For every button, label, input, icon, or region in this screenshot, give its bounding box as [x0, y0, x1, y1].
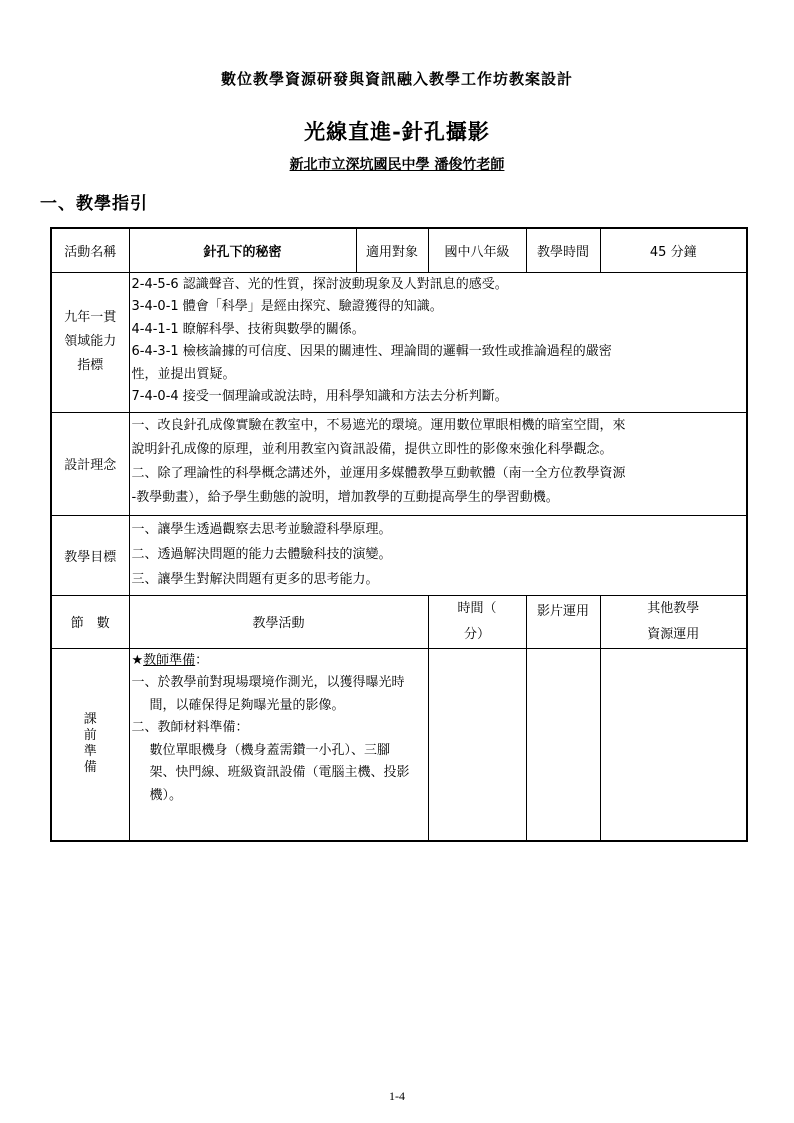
abilities-label-line: 指標	[77, 358, 104, 373]
abilities-content	[129, 272, 747, 412]
prep-line: 架、快門線、班級資訊設備（電腦主機、投影	[149, 765, 410, 780]
resources-header-line: 其他教學	[647, 600, 700, 616]
prep-content	[129, 648, 428, 841]
column-header-row	[51, 595, 747, 648]
ability-indicator-cont: 性，並提出質疑。	[131, 366, 236, 382]
star-icon: ★	[131, 652, 144, 668]
prep-line: 二、教師材料準備：	[131, 720, 249, 735]
abilities-label	[51, 272, 129, 412]
design-line: 說明針孔成像的原理，並利用教室內資訊設備，提供立即性的影像來強化科學觀念。	[131, 441, 613, 457]
activity-name-label: 活動名稱	[51, 228, 129, 272]
author-text: 新北市立深坑國民中學 潘俊竹老師	[289, 157, 505, 173]
prep-resources-cell	[600, 648, 747, 841]
abilities-label-line: 領域能力	[64, 334, 117, 349]
page-number: 1-4	[389, 1089, 405, 1103]
ability-indicator: 4-4-1-1 瞭解科學、技術與數學的關係。	[131, 321, 365, 337]
design-line: -教學動畫），給予學生動態的說明，增加教學的互動提高學生的學習動機。	[131, 489, 559, 505]
goal-item: 二、透過解決問題的能力去體驗科技的演變。	[131, 546, 392, 562]
video-column-header: 影片運用	[526, 595, 600, 648]
resources-column-header	[600, 595, 747, 648]
audience-value: 國中八年級	[428, 228, 526, 272]
goals-row	[51, 515, 747, 595]
design-content	[129, 412, 747, 515]
goals-content	[129, 515, 747, 595]
document-title: 光線直進-針孔攝影	[304, 119, 490, 144]
activity-name-value: 針孔下的秘密	[129, 228, 356, 272]
prep-label-char: 課	[83, 712, 97, 728]
prep-time-cell	[428, 648, 526, 841]
time-header-line: 時間（	[457, 600, 497, 616]
workshop-heading: 數位教學資源研發與資訊融入教學工作坊教案設計	[220, 70, 573, 88]
teaching-time-label: 教學時間	[526, 228, 600, 272]
prep-line: 間，以確保得足夠曝光量的影像。	[149, 697, 345, 713]
prep-label-cell	[51, 648, 129, 841]
prep-video-cell	[526, 648, 600, 841]
prep-line: 數位單眼機身（機身蓋需鑽一小孔）、三腳	[149, 742, 391, 758]
prep-row	[51, 648, 747, 841]
design-label: 設計理念	[51, 412, 129, 515]
goal-item: 一、讓學生透過觀察去思考並驗證科學原理。	[131, 521, 392, 537]
section-heading: 一、教學指引	[40, 194, 148, 214]
goals-label: 教學目標	[51, 515, 129, 595]
design-row	[51, 412, 747, 515]
time-header-line: 分）	[463, 626, 490, 642]
goal-item: 三、讓學生對解決問題有更多的思考能力。	[131, 571, 379, 587]
time-column-header	[428, 595, 526, 648]
section-column-header: 節 數	[51, 595, 129, 648]
prep-label-char: 準	[83, 744, 97, 760]
design-line: 一、改良針孔成像實驗在教室中，不易遮光的環境。運用數位單眼相機的暗室空間，來	[131, 417, 626, 433]
prep-label-char: 前	[83, 728, 97, 744]
ability-indicator: 3-4-0-1 體會「科學」是經由探究、驗證獲得的知識。	[131, 299, 443, 314]
abilities-label-line: 九年一貫	[64, 310, 117, 325]
resources-header-line: 資源運用	[647, 626, 700, 642]
ability-indicator: 6-4-3-1 檢核論據的可信度、因果的關連性、理論間的邏輯一致性或推論過程的嚴密	[131, 344, 612, 359]
teacher-prep-title: 教師準備	[143, 652, 196, 668]
activity-column-header: 教學活動	[129, 595, 428, 648]
lesson-plan-table	[50, 227, 748, 842]
ability-indicator: 2-4-5-6 認識聲音、光的性質，探討波動現象及人對訊息的感受。	[131, 276, 508, 292]
design-line: 二、除了理論性的科學概念講述外，並運用多媒體教學互動軟體（南一全方位教學資源	[131, 465, 626, 481]
ability-indicator: 7-4-0-4 接受一個理論或說法時，用科學知識和方法去分析判斷。	[131, 389, 508, 404]
audience-label: 適用對象	[356, 228, 428, 272]
prep-label	[82, 712, 98, 776]
teaching-time-value: 45 分鐘	[600, 228, 747, 272]
prep-line: 機）。	[149, 787, 183, 803]
prep-label-char: 備	[83, 760, 97, 776]
teacher-prep-colon: ：	[195, 652, 209, 668]
abilities-row	[51, 272, 747, 412]
author-line	[0, 154, 794, 174]
activity-info-row	[51, 228, 747, 272]
teacher-prep-heading	[132, 650, 426, 673]
prep-line: 一、於教學前對現場環境作測光，以獲得曝光時	[131, 675, 405, 690]
